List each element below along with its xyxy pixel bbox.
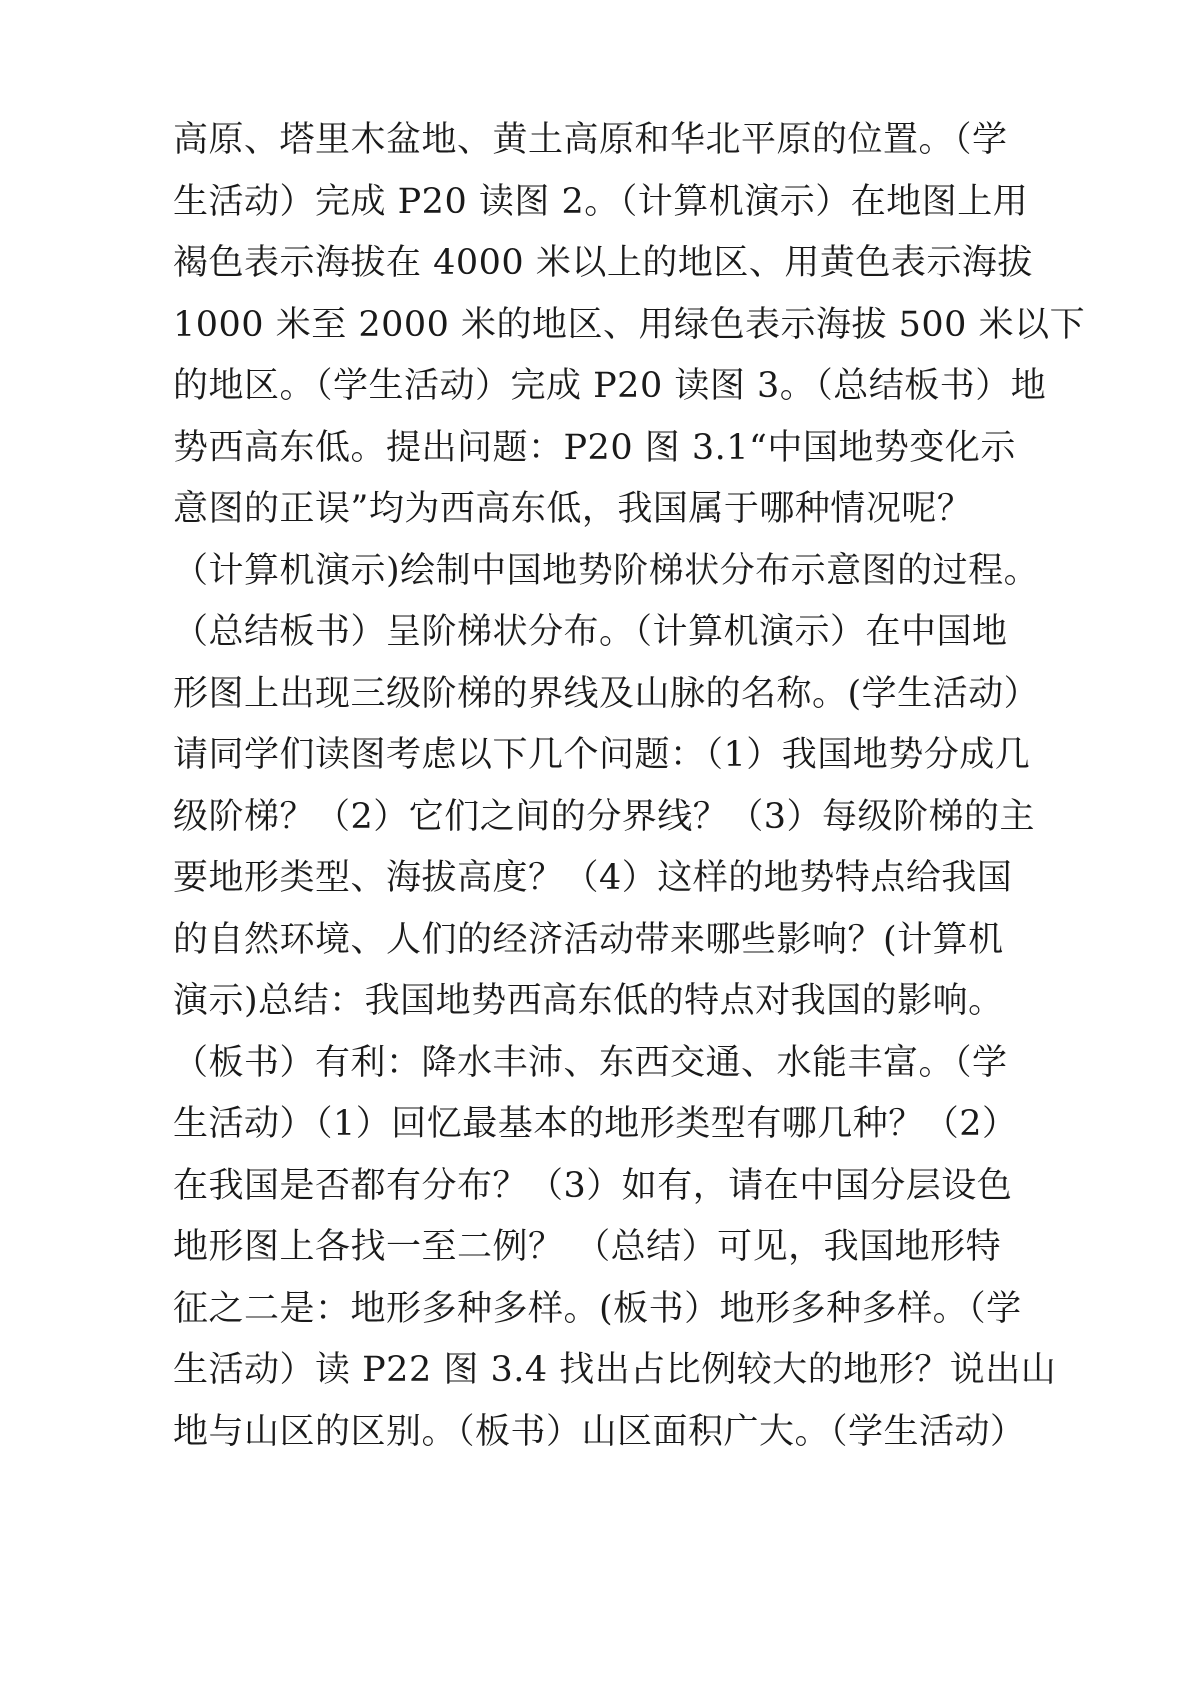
text-line: 的地区。（学生活动）完成 P20 读图 3。（总结板书）地 [173,366,1047,406]
text-line: 生活动）读 P22 图 3.4 找出占比例较大的地形？说出山 [173,1350,1057,1390]
text-line: 请同学们读图考虑以下几个问题：（1）我国地势分成几 [173,735,1031,775]
text-line: 在我国是否都有分布？（3）如有，请在中国分层设色 [173,1165,1013,1206]
text-line: 形图上出现三级阶梯的界线及山脉的名称。(学生活动） [173,673,1040,714]
text-line: 势西高东低。提出问题：P20 图 3.1“中国地势变化示 [173,427,1016,468]
text-line: 地形图上各找一至二例？ （总结）可见，我国地形特 [173,1227,1002,1267]
text-line: 生活动）（1）回忆最基本的地形类型有哪几种？（2） [173,1104,1018,1144]
text-line: （板书）有利：降水丰沛、东西交通、水能丰富。（学 [173,1042,1008,1083]
text-line: 褐色表示海拔在 4000 米以上的地区、用黄色表示海拔 [173,243,1033,283]
text-line: 征之二是：地形多种多样。(板书）地形多种多样。（学 [173,1288,1022,1329]
text-line: 1000 米至 2000 米的地区、用绿色表示海拔 500 米以下 [173,304,1086,345]
body-text [173,110,1086,1463]
text-line: 地与山区的区别。（板书）山区面积广大。（学生活动） [173,1411,1026,1452]
text-line: 的自然环境、人们的经济活动带来哪些影响？(计算机 [173,919,1004,960]
text-line: 意图的正误”均为西高东低，我国属于哪种情况呢？ [173,489,973,529]
text-line: 生活动）完成 P20 读图 2。（计算机演示）在地图上用 [173,181,1029,222]
text-line: 演示)总结：我国地势西高东低的特点对我国的影响。 [173,981,1004,1021]
text-line: （计算机演示)绘制中国地势阶梯状分布示意图的过程。 [173,550,1040,591]
text-line: 高原、塔里木盆地、黄土高原和华北平原的位置。（学 [173,120,1008,160]
text-line: （总结板书）呈阶梯状分布。（计算机演示）在中国地 [173,612,1008,652]
text-line: 级阶梯？（2）它们之间的分界线？（3）每级阶梯的主 [173,796,1036,837]
text-line: 要地形类型、海拔高度？（4）这样的地势特点给我国 [173,858,1013,898]
